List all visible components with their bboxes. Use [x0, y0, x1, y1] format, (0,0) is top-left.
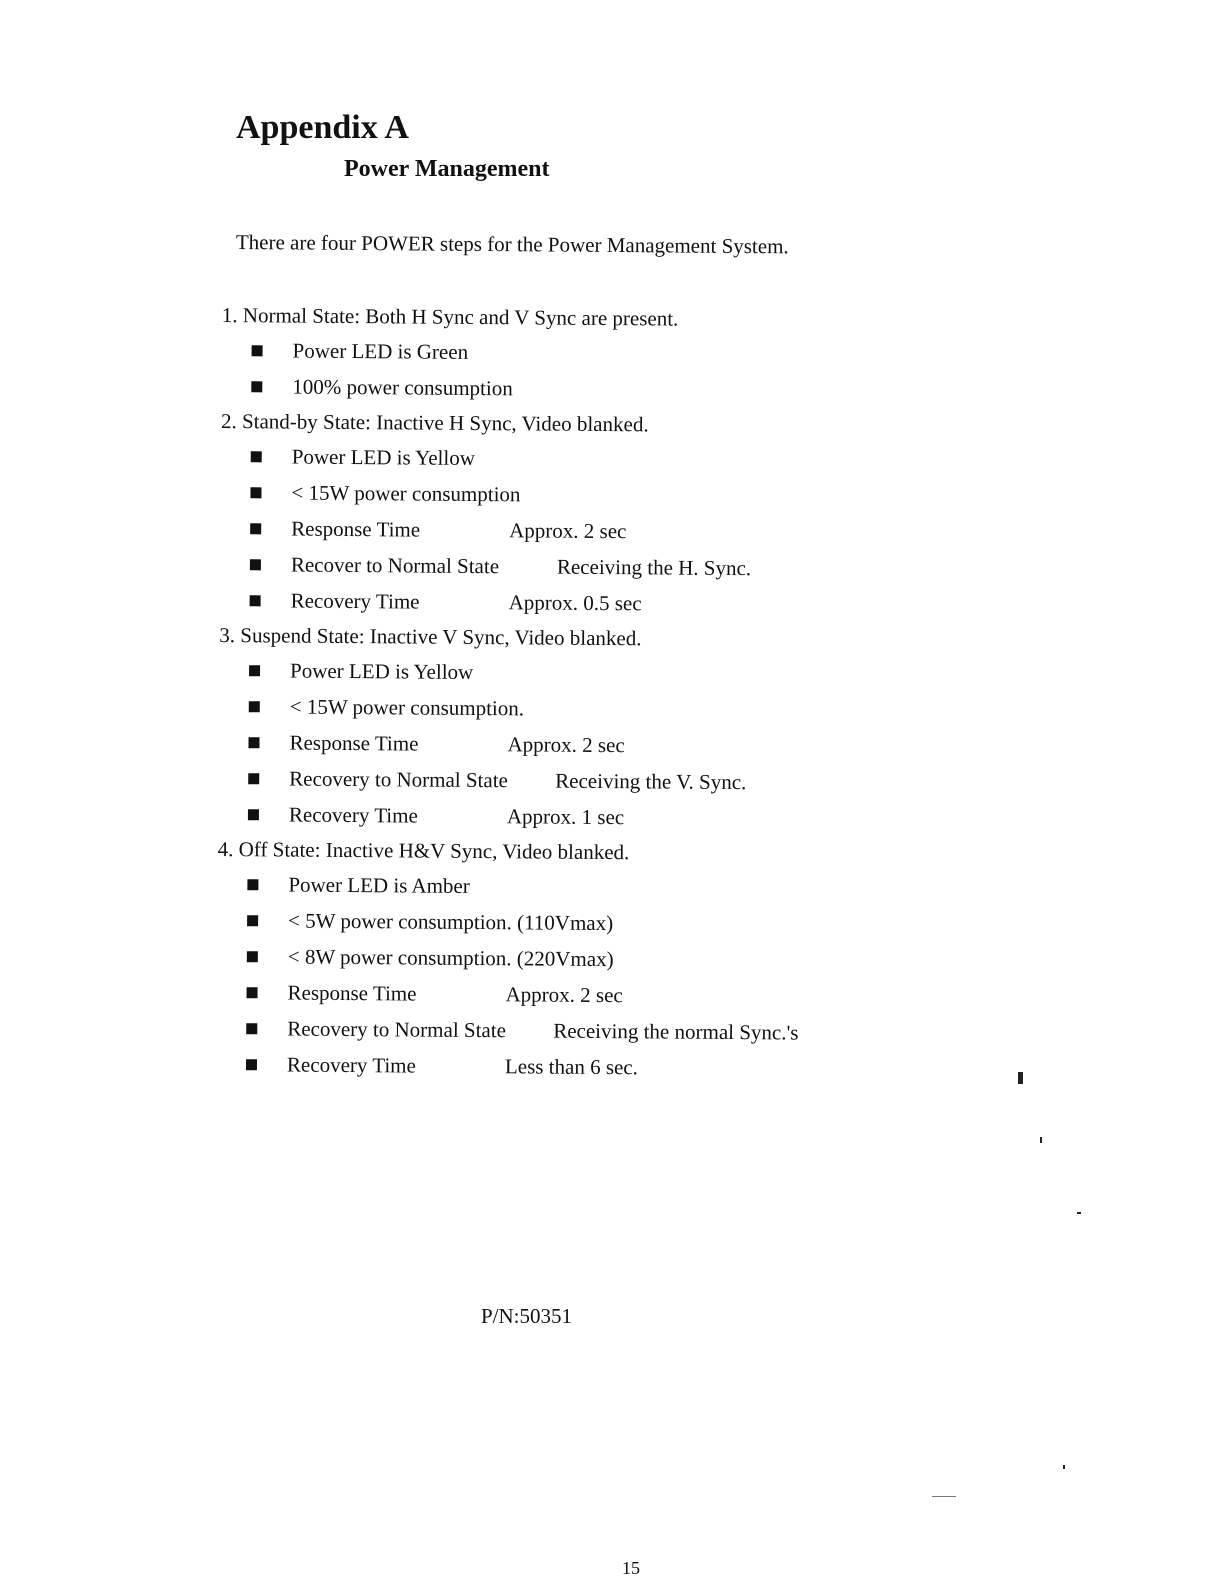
state-heading-text: Stand-by State: Inactive H Sync, Video blanked. — [241, 409, 649, 437]
power-state-4 — [216, 832, 878, 1087]
list-item — [248, 760, 878, 801]
list-item — [248, 724, 878, 765]
bullet-value: Receiving the H. Sync. — [556, 554, 752, 581]
bullet-text: 100% power consumption — [292, 374, 513, 401]
bullet-label: Recover to Normal State — [290, 552, 500, 579]
square-bullet-icon — [252, 345, 263, 356]
list-item — [247, 866, 877, 907]
list-item — [247, 902, 877, 943]
square-bullet-icon — [249, 665, 260, 676]
bullet-label: Recovery Time — [290, 588, 420, 614]
square-bullet-icon — [251, 451, 262, 462]
power-states-list — [216, 298, 882, 1087]
bullet-text: Power LED is Yellow — [289, 658, 474, 684]
bullet-label: Recovery Time — [286, 1052, 416, 1078]
bullet-label: Recovery to Normal State — [289, 766, 509, 793]
square-bullet-icon — [247, 951, 258, 962]
list-item — [249, 688, 879, 729]
bullet-label: Recovery to Normal State — [287, 1016, 507, 1043]
state-heading — [218, 832, 878, 871]
state-heading — [219, 618, 879, 657]
state-number: 2. — [220, 408, 237, 434]
state-heading-text: Suspend State: Inactive V Sync, Video blanked. — [240, 623, 642, 651]
power-state-3 — [218, 618, 880, 837]
page-number: 15 — [622, 1558, 640, 1578]
bullet-value: Approx. 2 sec — [505, 982, 623, 1008]
bullet-value: Approx. 1 sec — [506, 804, 625, 830]
state-number: 1. — [221, 302, 238, 328]
bullet-text: Power LED is Green — [292, 338, 469, 364]
square-bullet-icon — [248, 809, 259, 820]
list-item — [250, 510, 880, 551]
intro-paragraph: There are four POWER steps for the Power Management System. — [235, 229, 789, 259]
state-bullet-list — [219, 438, 880, 623]
bullet-value: Approx. 2 sec — [509, 518, 627, 544]
square-bullet-icon — [248, 773, 259, 784]
list-item — [250, 474, 880, 515]
bullet-label: Response Time — [287, 980, 417, 1006]
list-item — [249, 582, 879, 623]
scan-speck — [1063, 1465, 1065, 1469]
bullet-text: < 5W power consumption. (110Vmax) — [288, 908, 614, 936]
scan-speck — [1077, 1212, 1081, 1214]
power-state-2 — [219, 404, 881, 623]
state-heading-text: Off State: Inactive H&V Sync, Video blanked. — [238, 837, 630, 865]
bullet-text: Power LED is Yellow — [291, 444, 476, 470]
list-item — [249, 652, 879, 693]
state-bullet-list — [221, 332, 882, 409]
state-bullet-list — [216, 866, 878, 1087]
state-number: 3. — [219, 622, 236, 648]
square-bullet-icon — [246, 1059, 257, 1070]
state-heading — [222, 298, 882, 337]
square-bullet-icon — [250, 559, 261, 570]
list-item — [246, 1010, 876, 1051]
bullet-text: < 8W power consumption. (220Vmax) — [287, 944, 614, 972]
page-title: Appendix A — [236, 109, 409, 146]
square-bullet-icon — [250, 487, 261, 498]
scan-speck — [1018, 1072, 1023, 1084]
bullet-value: Receiving the V. Sync. — [555, 768, 747, 795]
bullet-label: Recovery Time — [288, 802, 418, 828]
square-bullet-icon — [248, 737, 259, 748]
square-bullet-icon — [250, 523, 261, 534]
power-state-1 — [221, 298, 882, 409]
square-bullet-icon — [247, 879, 258, 890]
scan-speck — [932, 1496, 956, 1497]
square-bullet-icon — [246, 1023, 257, 1034]
state-number: 4. — [217, 836, 234, 862]
bullet-text: < 15W power consumption. — [289, 694, 525, 721]
list-item — [251, 438, 881, 479]
state-heading-text: Normal State: Both H Sync and V Sync are present. — [242, 303, 679, 331]
bullet-text: Power LED is Amber — [288, 872, 470, 898]
list-item — [247, 938, 877, 979]
square-bullet-icon — [247, 987, 258, 998]
list-item — [246, 974, 876, 1015]
square-bullet-icon — [251, 381, 262, 392]
square-bullet-icon — [249, 701, 260, 712]
bullet-value: Approx. 2 sec — [507, 732, 625, 758]
list-item — [246, 1046, 876, 1087]
state-heading — [221, 404, 881, 443]
bullet-label: Response Time — [291, 516, 421, 542]
bullet-text: < 15W power consumption — [291, 480, 521, 507]
list-item — [251, 332, 881, 373]
bullet-value: Receiving the normal Sync.'s — [553, 1018, 799, 1045]
list-item — [250, 546, 880, 587]
part-number: P/N:50351 — [481, 1304, 573, 1328]
list-item — [251, 368, 881, 409]
bullet-label: Response Time — [289, 730, 419, 756]
bullet-value: Less than 6 sec. — [504, 1054, 639, 1080]
square-bullet-icon — [247, 915, 258, 926]
state-bullet-list — [218, 652, 879, 837]
scan-speck — [1040, 1137, 1042, 1143]
square-bullet-icon — [250, 595, 261, 606]
bullet-value: Approx. 0.5 sec — [508, 590, 642, 616]
list-item — [248, 796, 878, 837]
page-subtitle: Power Management — [344, 156, 550, 182]
